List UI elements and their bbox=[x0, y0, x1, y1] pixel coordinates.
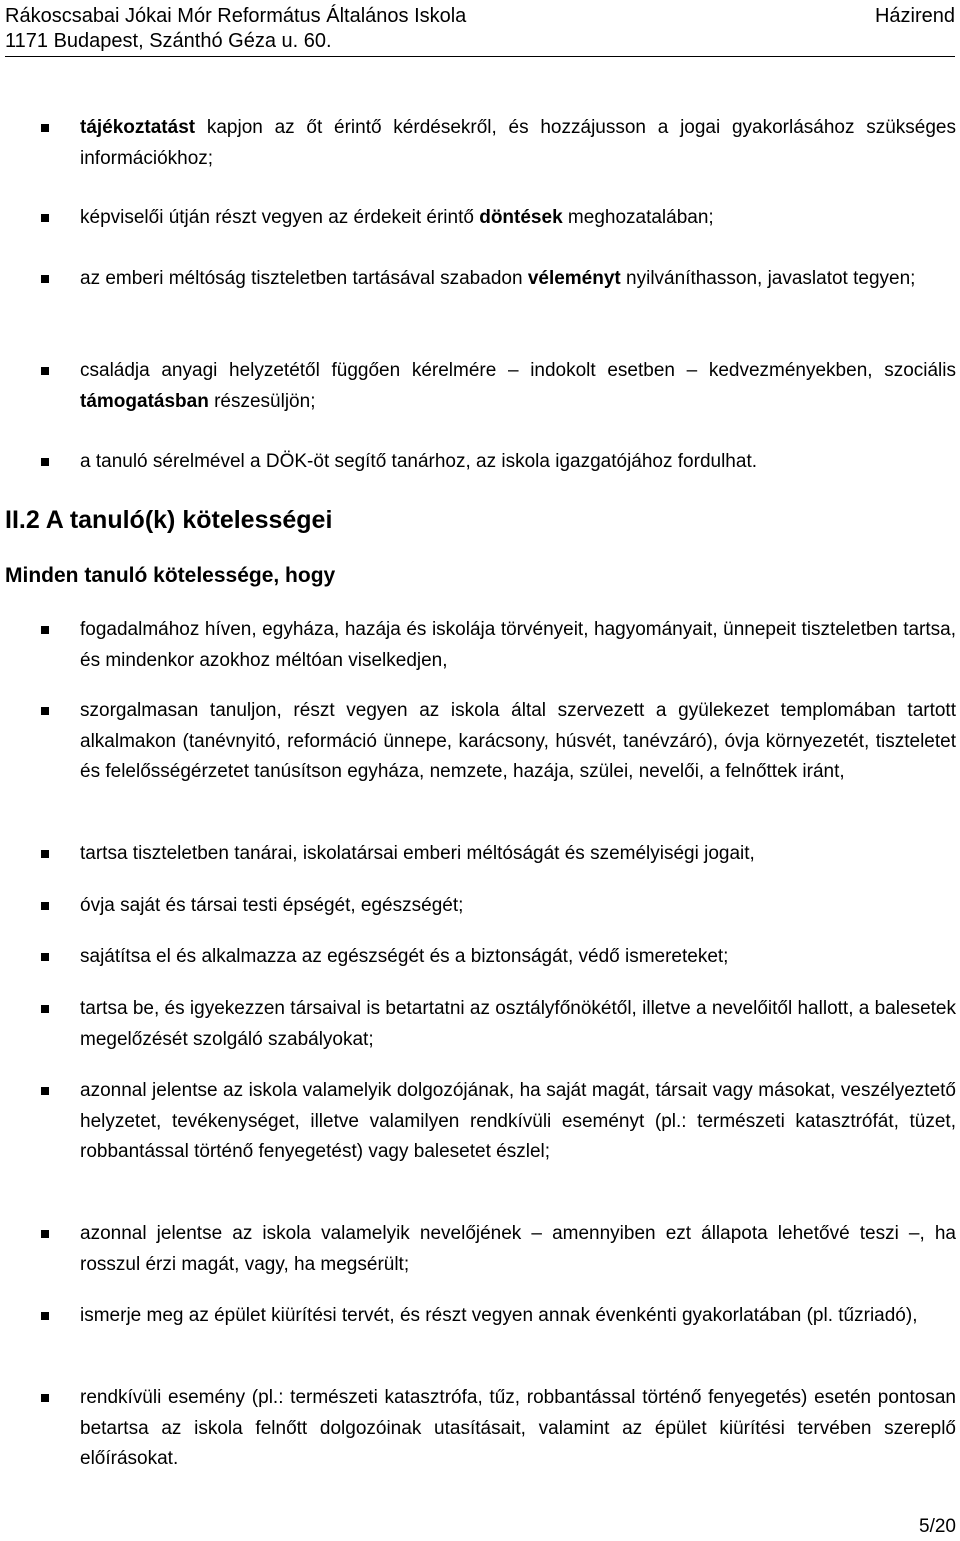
document-title: Házirend bbox=[874, 5, 955, 27]
bold-term: tájékoztatást bbox=[80, 117, 196, 138]
school-name: Rákoscsabai Jókai Mór Református Általános Iskola bbox=[5, 5, 467, 27]
square-bullet-icon bbox=[41, 1394, 49, 1402]
section-subheading: Minden tanuló kötelessége, hogy bbox=[5, 564, 336, 587]
square-bullet-icon bbox=[41, 953, 49, 961]
square-bullet-icon bbox=[41, 458, 49, 466]
square-bullet-icon bbox=[41, 626, 49, 634]
square-bullet-icon bbox=[41, 1005, 49, 1013]
square-bullet-icon bbox=[41, 1312, 49, 1320]
header-divider bbox=[5, 56, 955, 57]
section-heading: II.2 A tanuló(k) kötelességei bbox=[5, 506, 333, 534]
school-address: 1171 Budapest, Szánthó Géza u. 60. bbox=[5, 30, 332, 52]
square-bullet-icon bbox=[41, 1230, 49, 1238]
square-bullet-icon bbox=[41, 275, 49, 283]
bold-term: döntések bbox=[479, 207, 563, 228]
page-header bbox=[5, 4, 955, 54]
square-bullet-icon bbox=[41, 707, 49, 715]
square-bullet-icon bbox=[41, 902, 49, 910]
square-bullet-icon bbox=[41, 214, 49, 222]
square-bullet-icon bbox=[41, 367, 49, 375]
square-bullet-icon bbox=[41, 1087, 49, 1095]
page-number: 5/20 bbox=[919, 1516, 956, 1537]
bold-term: támogatásban bbox=[80, 390, 209, 412]
bold-term: véleményt bbox=[527, 268, 621, 289]
square-bullet-icon bbox=[41, 850, 49, 858]
square-bullet-icon bbox=[41, 124, 49, 132]
